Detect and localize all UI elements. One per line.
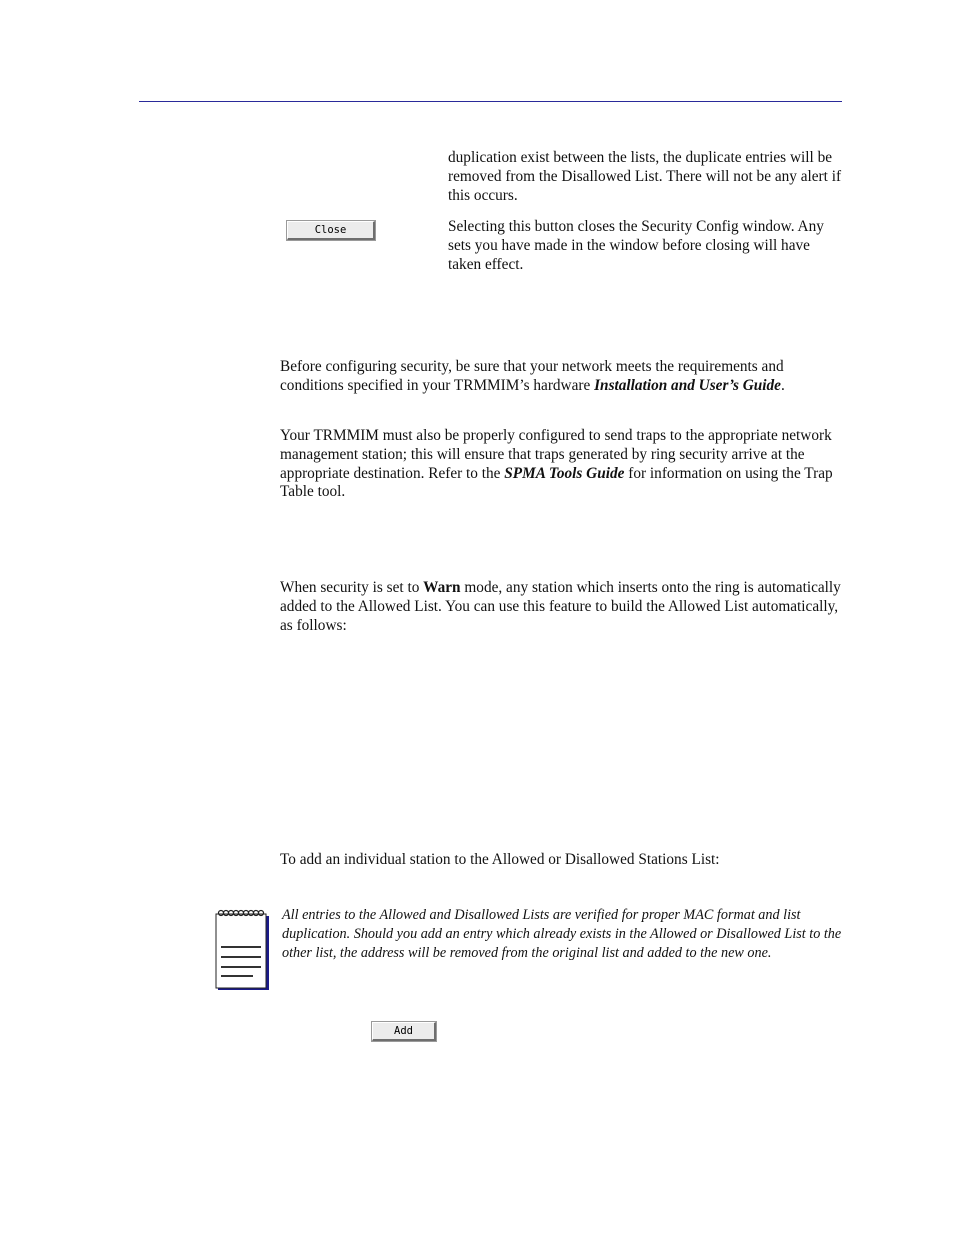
requirements-period: . [780, 376, 785, 394]
warn-mode-paragraph [280, 579, 844, 635]
header-rule [139, 101, 842, 102]
requirements-paragraph [280, 358, 844, 396]
note-text: All entries to the Allowed and Disallowed Lists are verified for proper MAC format and list duplication. Should you add an entry which already exists in the Allowed or Disallowed List to the other list, the address will be removed from the original list and added to the new one. [282, 907, 842, 961]
tools-guide-reference: SPMA Tools Guide [504, 464, 625, 482]
close-button[interactable]: Close [287, 221, 375, 240]
traps-text-end: for information on using the Trap Table tool. [280, 464, 833, 501]
traps-text: Your TRMMIM must also be properly configured to send traps to the appropriate network management station; this will ensure that traps generated by ring security arrive at the appropriate destination. Refer to the [280, 427, 832, 482]
installation-guide-reference: Installation and User’s Guide [594, 376, 781, 394]
close-button-description: Selecting this button closes the Security Config window. Any sets you have made in the window before closing will have taken effect. [448, 218, 824, 273]
add-button[interactable]: Add [372, 1022, 436, 1041]
warn-mode-text: When security is set to [280, 579, 424, 596]
add-station-intro: To add an individual station to the Allowed or Disallowed Stations List: [280, 851, 720, 868]
traps-paragraph [280, 427, 844, 502]
warn-keyword: Warn [423, 579, 461, 596]
duplication-paragraph: duplication exist between the lists, the duplicate entries will be removed from the Disallowed List. There will not be any alert if this occurs. [448, 149, 842, 204]
warn-mode-text-end: mode, any station which inserts onto the ring is automatically added to the Allowed List. You can use this feature to build the Allowed List automatically, as follows: [280, 579, 841, 634]
requirements-text: Before configuring security, be sure that your network meets the requirements and conditions specified in your TRMMIM’s hardware [280, 358, 784, 394]
notepad-icon [215, 909, 271, 993]
